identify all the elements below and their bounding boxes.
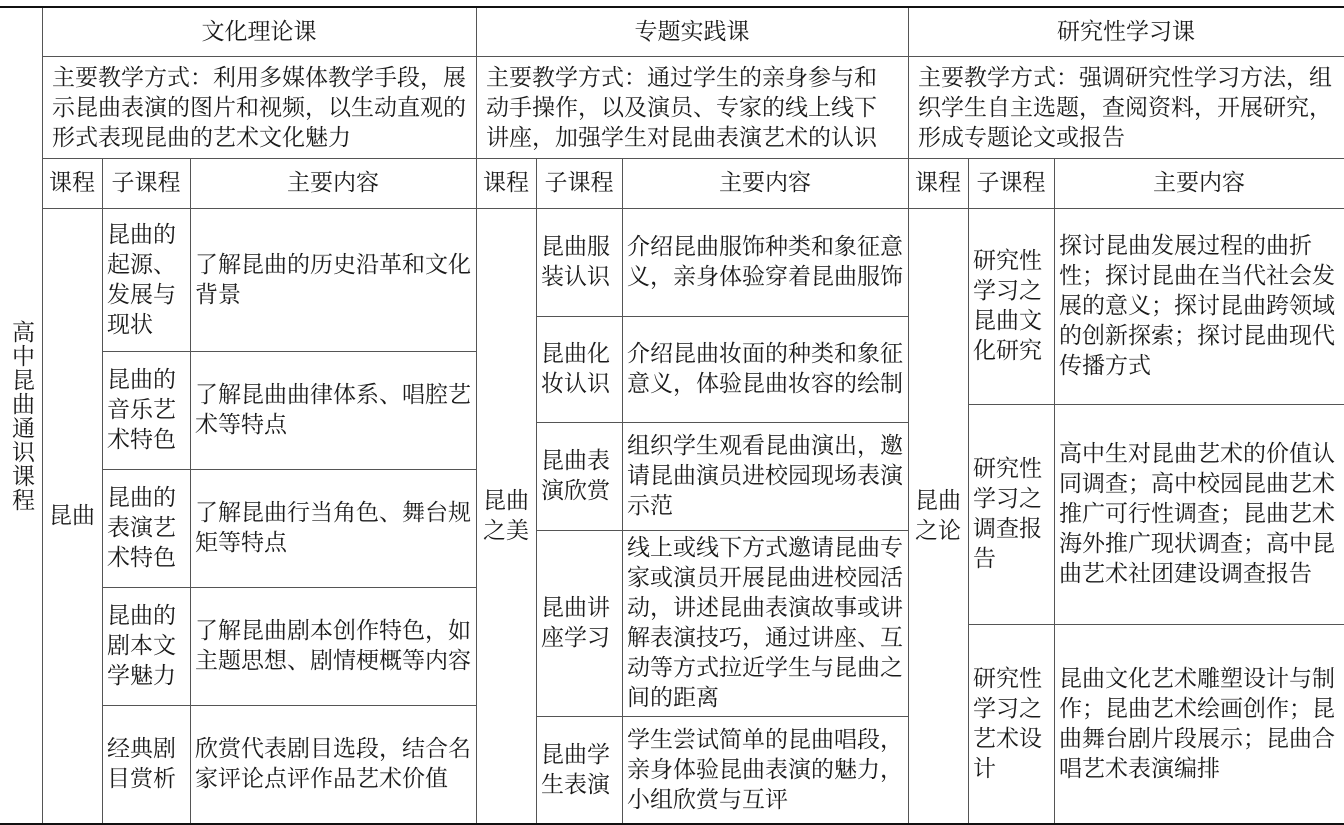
- col1-hline-3: [102, 587, 476, 588]
- col3-content-2: 昆曲文化艺术雕塑设计与制作；昆曲艺术绘画创作；昆曲舞台剧片段展示；昆曲合唱艺术表演编排: [1059, 665, 1335, 782]
- col3-head-content: 主要内容: [1153, 170, 1245, 196]
- col2-title: 专题实践课: [634, 19, 750, 45]
- col1-course: 昆曲: [49, 502, 95, 529]
- col2-content-1: 介绍昆曲妆面的种类和象征意义，体验昆曲妆容的绘制: [627, 341, 903, 397]
- col3-head-course: 课程: [915, 170, 961, 196]
- col3-sub-2: 研究性学习之艺术设计: [973, 665, 1042, 782]
- side-label-cell: [0, 8, 42, 823]
- col2-content-2: 组织学生观看昆曲演出，邀请昆曲演员进校园现场表演示范: [627, 433, 903, 519]
- col2-content-4: 学生尝试简单的昆曲唱段，亲身体验昆曲表演的魅力，小组欣赏与互评: [627, 726, 903, 813]
- col1-content-2: 了解昆曲行当角色、舞台规矩等特点: [195, 500, 471, 556]
- col1-method: 主要教学方式：利用多媒体教学手段，展示昆曲表演的图片和视频，以生动直观的形式表现昆曲的艺术文化魅力: [52, 65, 466, 151]
- col2-hline-4: [536, 716, 908, 717]
- col2-sub-4: 昆曲学生表演: [541, 741, 610, 798]
- col3-hline-1: [968, 404, 1344, 405]
- col2-head-sub: 子课程: [544, 170, 614, 196]
- side-label: 高中昆曲通识课程: [8, 319, 34, 512]
- col3-course: 昆曲之论: [915, 487, 961, 544]
- col3-vline-b: [1054, 158, 1055, 823]
- col3-content-0: 探讨昆曲发展过程的曲折性；探讨昆曲在当代社会发展的意义；探讨昆曲跨领域的创新探索；探讨昆曲现代传播方式: [1059, 233, 1335, 379]
- col-divider-1: [476, 8, 477, 823]
- col1-content-3: 了解昆曲剧本创作特色，如主题思想、剧情梗概等内容: [195, 618, 471, 674]
- col2-head-course: 课程: [483, 170, 529, 196]
- col3-sub-1: 研究性学习之调查报告: [973, 456, 1042, 572]
- col1-hline-1: [102, 351, 476, 352]
- col3-method: 主要教学方式：强调研究性学习方法，组织学生自主选题，查阅资料，开展研究，形成专题论文或报告: [918, 65, 1332, 151]
- col2-vline-a: [536, 158, 537, 823]
- col2-sub-3: 昆曲讲座学习: [541, 595, 610, 651]
- col1-content-1: 了解昆曲曲律体系、唱腔艺术等特点: [195, 382, 471, 438]
- col1-content-4: 欣赏代表剧目选段，结合名家评论点评作品艺术价值: [195, 736, 471, 792]
- col1-hline-4: [102, 705, 476, 706]
- col1-title: 文化理论课: [201, 19, 317, 45]
- col-divider-2: [908, 8, 909, 823]
- col1-head-course: 课程: [49, 170, 95, 196]
- hline-method: [42, 158, 1344, 159]
- col1-vline-a: [102, 158, 103, 823]
- col2-head-content: 主要内容: [719, 170, 811, 196]
- hline-title: [42, 56, 1344, 57]
- hline-head: [42, 208, 1344, 209]
- col3-vline-a: [968, 158, 969, 823]
- col2-hline-2: [536, 422, 908, 423]
- col2-sub-2: 昆曲表演欣赏: [541, 448, 610, 504]
- col3-head-sub: 子课程: [976, 170, 1046, 196]
- col3-sub-0: 研究性学习之昆曲文化研究: [973, 248, 1042, 364]
- col2-hline-3: [536, 530, 908, 531]
- col2-course: 昆曲之美: [483, 487, 529, 544]
- col2-sub-0: 昆曲服装认识: [541, 234, 610, 290]
- col3-title: 研究性学习课: [1057, 19, 1195, 45]
- col1-sub-4: 经典剧目赏析: [107, 736, 176, 792]
- col1-sub-1: 昆曲的音乐艺术特色: [107, 367, 176, 453]
- col1-hline-2: [102, 469, 476, 470]
- col2-method: 主要教学方式：通过学生的亲身参与和动手操作，以及演员、专家的线上线下讲座，加强学生对昆曲表演艺术的认识: [486, 65, 877, 151]
- col3-hline-2: [968, 624, 1344, 625]
- col1-sub-3: 昆曲的剧本文学魅力: [107, 603, 176, 689]
- col1-head-content: 主要内容: [287, 170, 379, 196]
- col1-sub-0: 昆曲的起源、发展与现状: [107, 221, 176, 338]
- col3-content-1: 高中生对昆曲艺术的价值认同调查；高中校园昆曲艺术推广可行性调查；昆曲艺术海外推广现状调查；高中昆曲艺术社团建设调查报告: [1059, 441, 1335, 587]
- col2-content-0: 介绍昆曲服饰种类和象征意义，亲身体验穿着昆曲服饰: [627, 234, 903, 290]
- col1-head-sub: 子课程: [111, 170, 181, 196]
- col2-hline-1: [536, 316, 908, 317]
- col1-sub-2: 昆曲的表演艺术特色: [107, 485, 176, 571]
- col2-content-3: 线上或线下方式邀请昆曲专家或演员开展昆曲进校园活动，讲述昆曲表演故事或讲解表演技巧，通过讲座、互动等方式拉近学生与昆曲之间的距离: [627, 535, 903, 711]
- col1-vline-b: [190, 158, 191, 823]
- col1-content-0: 了解昆曲的历史沿革和文化背景: [195, 251, 471, 308]
- col2-sub-1: 昆曲化妆认识: [541, 341, 610, 397]
- col2-vline-b: [622, 158, 623, 823]
